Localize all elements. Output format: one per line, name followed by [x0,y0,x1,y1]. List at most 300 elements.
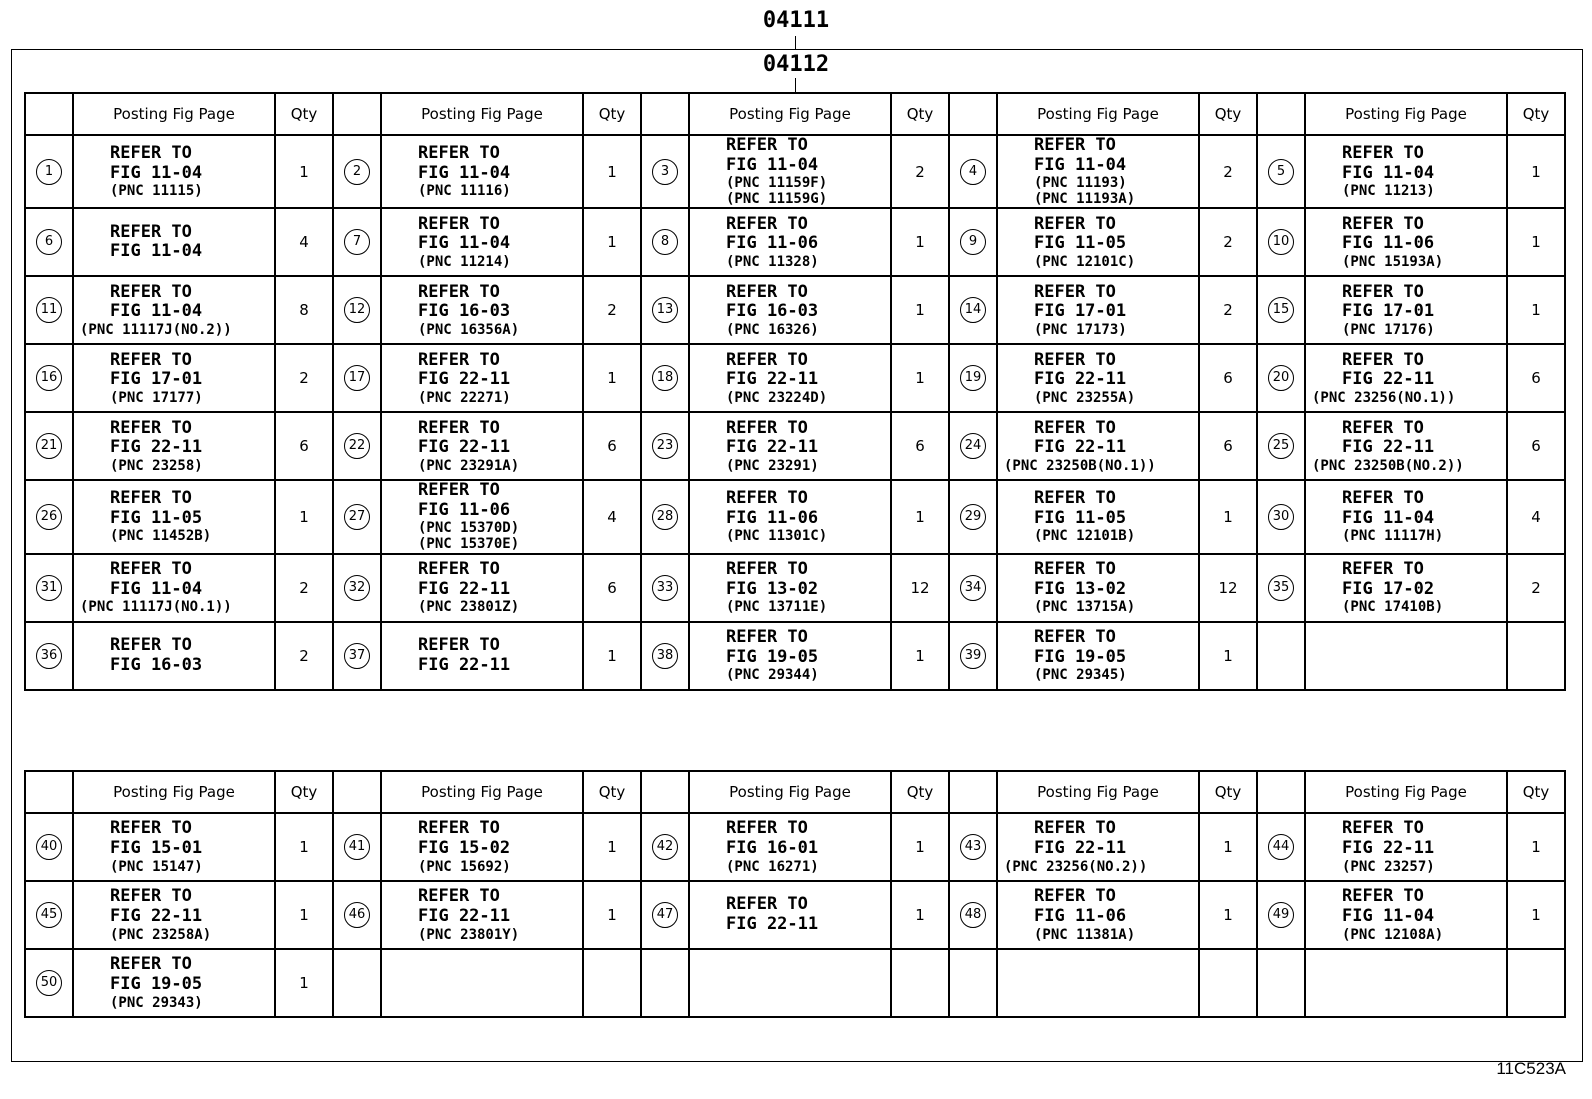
item-number-badge: 7 [344,229,370,255]
reference-cell [997,344,1199,412]
header-blank [641,771,689,813]
item-number-badge: 10 [1268,229,1294,255]
reference-cell [1305,480,1507,553]
reference-line: REFER TO [110,818,192,839]
item-number-badge: 42 [652,834,678,860]
reference-line: FIG 13-02 [726,578,819,599]
reference-line: REFER TO [110,281,192,302]
item-number-badge: 41 [344,834,370,860]
item-number-badge: 26 [36,504,62,530]
item-number-cell [25,622,73,690]
item-number-cell [1257,480,1305,553]
pnc-line: (PNC 16356A) [418,321,520,338]
qty-cell [891,412,949,480]
assembly-code: 04111 [762,8,830,33]
reference-line: REFER TO [110,635,192,656]
qty-cell [275,276,333,344]
reference-cell [1305,276,1507,344]
qty-value: 12 [910,578,930,597]
item-number-badge: 24 [960,433,986,459]
item-number-cell [641,412,689,480]
item-number-cell [949,622,997,690]
reference-cell [997,480,1199,553]
reference-cell [381,135,583,208]
reference-cell [73,881,275,949]
reference-cell [689,949,891,1017]
qty-cell [1199,135,1257,208]
qty-value: 1 [915,507,925,526]
item-number-cell [25,881,73,949]
reference-line: FIG 22-11 [110,437,203,458]
reference-cell [1305,412,1507,480]
header-qty: Qty [891,93,949,135]
header-row [25,771,1565,813]
sub-assembly-code: 04112 [762,52,830,77]
item-number-cell [25,949,73,1017]
reference-line: FIG 11-06 [1342,233,1435,254]
header-qty: Qty [275,771,333,813]
reference-line: REFER TO [726,417,808,438]
reference-line: REFER TO [418,818,500,839]
qty-value: 2 [915,162,925,181]
pnc-line: (PNC 11117J(NO.1)) [80,599,232,616]
header-qty: Qty [275,93,333,135]
pnc-line: (PNC 11452B) [110,528,212,545]
reference-cell [1305,813,1507,881]
item-number-cell [641,949,689,1017]
qty-value: 1 [607,646,617,665]
reference-line: REFER TO [418,886,500,907]
reference-cell [73,813,275,881]
reference-cell [381,554,583,622]
reference-line: FIG 19-05 [1034,646,1127,667]
item-number-cell [333,208,381,276]
pnc-line: (PNC 23291) [726,457,819,474]
reference-cell [689,412,891,480]
reference-line: FIG 19-05 [726,646,819,667]
reference-line: REFER TO [1342,558,1424,579]
qty-cell [1199,881,1257,949]
item-number-cell [949,276,997,344]
item-number-badge: 23 [652,433,678,459]
item-number-badge: 44 [1268,834,1294,860]
item-number-badge: 30 [1268,504,1294,530]
header-blank [25,93,73,135]
reference-line: FIG 22-11 [726,437,819,458]
item-number-badge: 40 [36,834,62,860]
header-qty: Qty [1507,771,1565,813]
header-blank [641,93,689,135]
reference-line: REFER TO [1342,417,1424,438]
pnc-line: (PNC 23250B(NO.1)) [1004,457,1156,474]
qty-value: 1 [915,906,925,924]
qty-cell [583,412,641,480]
header-blank [949,771,997,813]
reference-cell [997,554,1199,622]
reference-line: REFER TO [110,954,192,975]
pnc-line: (PNC 23250B(NO.2)) [1312,457,1464,474]
qty-cell [891,276,949,344]
item-number-cell [641,135,689,208]
item-number-badge: 48 [960,902,986,928]
reference-cell [1305,208,1507,276]
header-qty: Qty [1199,771,1257,813]
reference-line: FIG 22-11 [418,578,511,599]
qty-value: 1 [1531,233,1541,252]
item-number-cell [25,135,73,208]
reference-line: REFER TO [1342,818,1424,839]
qty-value: 1 [299,838,309,856]
reference-line: REFER TO [726,626,808,647]
reference-line: REFER TO [1034,488,1116,509]
qty-value: 1 [299,162,309,181]
reference-cell [997,208,1199,276]
pnc-line: (PNC 11381A) [1034,926,1136,943]
pnc-line: (PNC 11116) [418,183,511,200]
reference-line: REFER TO [1034,417,1116,438]
item-number-cell [641,480,689,553]
reference-line: FIG 22-11 [1034,369,1127,390]
qty-cell [583,622,641,690]
qty-value: 1 [1531,162,1541,181]
reference-line: REFER TO [726,135,808,155]
qty-cell [1507,554,1565,622]
item-number-cell [1257,344,1305,412]
reference-cell [1305,949,1507,1017]
qty-value: 1 [1223,838,1233,856]
qty-value: 1 [915,646,925,665]
reference-line: REFER TO [418,349,500,370]
item-number-cell [333,622,381,690]
reference-line: FIG 11-04 [1342,507,1435,528]
item-number-cell [25,813,73,881]
qty-value: 4 [607,507,617,526]
qty-cell [583,344,641,412]
reference-line: FIG 17-01 [110,369,203,390]
qty-cell [583,135,641,208]
reference-line: REFER TO [110,221,192,242]
qty-value: 6 [607,578,617,597]
reference-line: REFER TO [1342,281,1424,302]
reference-cell [997,622,1199,690]
reference-cell [73,480,275,553]
item-number-cell [641,881,689,949]
qty-cell [583,949,641,1017]
item-number-cell [1257,412,1305,480]
item-number-cell [25,480,73,553]
qty-value: 1 [299,906,309,924]
reference-line: FIG 22-11 [1342,369,1435,390]
reference-line: FIG 11-06 [418,499,511,520]
reference-cell [1305,554,1507,622]
qty-value: 2 [299,369,309,388]
reference-cell [73,208,275,276]
reference-line: REFER TO [726,894,808,915]
reference-line: FIG 22-11 [110,905,203,926]
header-row [25,93,1565,135]
qty-cell [275,622,333,690]
header-posting: Posting Fig Page [73,93,275,135]
item-number-cell [333,412,381,480]
reference-cell [997,412,1199,480]
item-number-badge: 13 [652,297,678,323]
leader-line [795,36,796,49]
reference-line: FIG 15-02 [418,837,511,858]
item-number-cell [641,276,689,344]
reference-line: REFER TO [726,213,808,234]
reference-line: REFER TO [110,417,192,438]
item-number-cell [333,949,381,1017]
reference-cell [73,622,275,690]
qty-cell [275,344,333,412]
reference-line: REFER TO [110,349,192,370]
pnc-line: (PNC 23257) [1342,858,1435,875]
reference-cell [689,135,891,208]
qty-value: 2 [1223,233,1233,252]
reference-line: REFER TO [1034,281,1116,302]
reference-line: REFER TO [418,635,500,656]
header-blank [1257,771,1305,813]
qty-value: 8 [299,301,309,320]
reference-line: REFER TO [1342,886,1424,907]
pnc-line: (PNC 11115) [110,183,203,200]
reference-line: REFER TO [1342,213,1424,234]
reference-cell [73,412,275,480]
qty-value: 6 [915,437,925,456]
qty-value: 1 [1531,301,1541,320]
reference-line: REFER TO [726,558,808,579]
item-number-badge: 20 [1268,365,1294,391]
item-number-badge: 11 [36,297,62,323]
reference-line: FIG 19-05 [110,973,203,994]
header-blank [1257,93,1305,135]
reference-line: REFER TO [726,349,808,370]
qty-cell [583,554,641,622]
pnc-line: (PNC 17410B) [1342,599,1444,616]
item-number-cell [333,480,381,553]
reference-line: FIG 16-03 [110,654,203,675]
qty-value: 1 [915,838,925,856]
reference-line: FIG 11-06 [1034,905,1127,926]
reference-cell [381,949,583,1017]
reference-cell [73,276,275,344]
qty-cell [891,480,949,553]
reference-line: FIG 11-04 [110,301,203,322]
qty-cell [275,881,333,949]
item-number-cell [641,208,689,276]
reference-line: REFER TO [1034,135,1116,155]
pnc-line: (PNC 12101B) [1034,528,1136,545]
reference-cell [73,344,275,412]
pnc-line: (PNC 23258A) [110,926,212,943]
qty-cell [1507,813,1565,881]
qty-value: 1 [299,507,309,526]
reference-line: FIG 13-02 [1034,578,1127,599]
item-number-cell [1257,881,1305,949]
item-number-badge: 3 [652,159,678,185]
reference-cell [73,554,275,622]
qty-value: 6 [1531,437,1541,456]
qty-value: 2 [1531,578,1541,597]
qty-cell [583,881,641,949]
qty-cell [275,208,333,276]
qty-cell [1507,344,1565,412]
item-number-badge: 1 [36,159,62,185]
pnc-line: (PNC 22271) [418,389,511,406]
item-number-badge: 15 [1268,297,1294,323]
qty-cell [891,554,949,622]
reference-line: REFER TO [110,886,192,907]
item-number-cell [1257,276,1305,344]
table-row [25,622,1565,690]
reference-line: FIG 11-04 [726,154,819,175]
qty-value: 1 [1223,646,1233,665]
pnc-line: (PNC 13711E) [726,599,828,616]
qty-value: 1 [1531,838,1541,856]
item-number-cell [25,276,73,344]
header-qty: Qty [583,771,641,813]
pnc-line: (PNC 23224D) [726,389,828,406]
qty-value: 1 [915,233,925,252]
qty-value: 1 [915,301,925,320]
pnc-line: (PNC 23291A) [418,457,520,474]
item-number-cell [949,813,997,881]
pnc-line: (PNC 11301C) [726,528,828,545]
reference-line: REFER TO [418,281,500,302]
pnc-line: (PNC 11193A) [1034,191,1136,208]
item-number-badge: 22 [344,433,370,459]
reference-line: REFER TO [110,488,192,509]
item-number-badge: 17 [344,365,370,391]
qty-cell [583,276,641,344]
qty-cell [275,135,333,208]
reference-line: REFER TO [418,558,500,579]
table-row [25,480,1565,553]
reference-line: FIG 11-04 [418,162,511,183]
reference-line: FIG 22-11 [418,437,511,458]
reference-line: FIG 11-05 [110,507,203,528]
item-number-badge: 4 [960,159,986,185]
item-number-cell [1257,949,1305,1017]
item-number-badge: 39 [960,643,986,669]
item-number-cell [949,344,997,412]
pnc-line: (PNC 23801Y) [418,926,520,943]
reference-line: REFER TO [418,213,500,234]
reference-cell [689,480,891,553]
item-number-badge: 33 [652,575,678,601]
reference-line: FIG 17-01 [1342,301,1435,322]
reference-line: FIG 22-11 [1034,837,1127,858]
item-number-badge: 25 [1268,433,1294,459]
pnc-line: (PNC 17173) [1034,321,1127,338]
qty-cell [1199,208,1257,276]
reference-line: FIG 15-01 [110,837,203,858]
item-number-cell [25,412,73,480]
reference-cell [689,554,891,622]
reference-cell [73,135,275,208]
item-number-cell [25,208,73,276]
item-number-cell [949,480,997,553]
table-row [25,881,1565,949]
reference-line: REFER TO [1034,213,1116,234]
parts-table-1 [24,92,1566,691]
pnc-line: (PNC 23801Z) [418,599,520,616]
qty-cell [1199,622,1257,690]
reference-cell [381,344,583,412]
table-row [25,412,1565,480]
reference-cell [689,276,891,344]
qty-cell [275,813,333,881]
header-posting: Posting Fig Page [689,771,891,813]
header-qty: Qty [891,771,949,813]
item-number-badge: 6 [36,229,62,255]
item-number-badge: 47 [652,902,678,928]
reference-cell [1305,344,1507,412]
reference-line: FIG 22-11 [1342,437,1435,458]
header-qty: Qty [1199,93,1257,135]
reference-cell [997,949,1199,1017]
pnc-line: (PNC 29344) [726,667,819,684]
reference-line: FIG 17-02 [1342,578,1435,599]
qty-value: 1 [607,162,617,181]
table-row [25,208,1565,276]
item-number-badge: 5 [1268,159,1294,185]
item-number-cell [949,412,997,480]
reference-cell [381,480,583,553]
reference-line: FIG 22-11 [726,914,819,934]
qty-cell [891,622,949,690]
reference-line: REFER TO [110,143,192,164]
header-blank [333,93,381,135]
leader-line [795,78,796,92]
reference-line: FIG 16-03 [418,301,511,322]
reference-line: FIG 11-04 [1034,154,1127,175]
table-row [25,344,1565,412]
reference-cell [381,412,583,480]
header-blank [949,93,997,135]
qty-value: 1 [607,369,617,388]
item-number-cell [1257,135,1305,208]
pnc-line: (PNC 12101C) [1034,253,1136,270]
reference-line: FIG 22-11 [418,905,511,926]
pnc-line: (PNC 17176) [1342,321,1435,338]
item-number-badge: 29 [960,504,986,530]
header-posting: Posting Fig Page [73,771,275,813]
qty-cell [275,554,333,622]
reference-cell [689,344,891,412]
qty-cell [891,208,949,276]
reference-cell [1305,881,1507,949]
pnc-line: (PNC 23255A) [1034,389,1136,406]
reference-line: REFER TO [1342,488,1424,509]
reference-line: FIG 22-11 [418,369,511,390]
item-number-badge: 28 [652,504,678,530]
pnc-line: (PNC 15692) [418,858,511,875]
reference-cell [381,208,583,276]
table-row [25,949,1565,1017]
qty-value: 2 [1223,301,1233,320]
qty-cell [1507,881,1565,949]
reference-cell [1305,622,1507,690]
item-number-badge: 27 [344,504,370,530]
reference-line: FIG 11-04 [1342,162,1435,183]
item-number-cell [1257,813,1305,881]
item-number-cell [333,881,381,949]
header-posting: Posting Fig Page [381,93,583,135]
reference-line: FIG 22-11 [418,654,511,675]
qty-cell [891,881,949,949]
item-number-badge: 43 [960,834,986,860]
